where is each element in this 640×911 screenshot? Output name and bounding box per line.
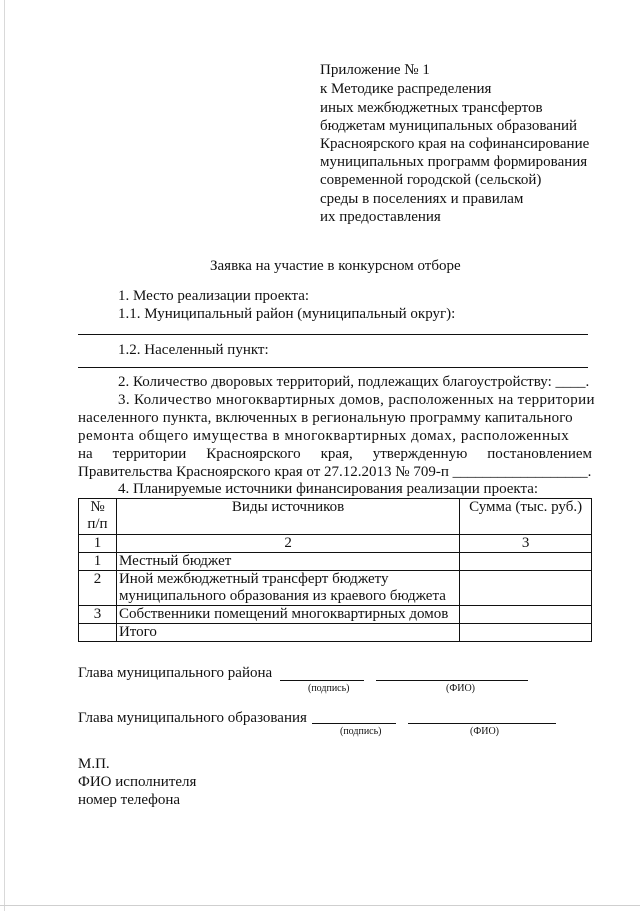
table-row bbox=[79, 571, 592, 606]
appendix-line: Красноярского края на софинансирование bbox=[320, 136, 590, 152]
formation-head-label: Глава муниципального образования bbox=[78, 710, 307, 726]
item-3-line: ремонта общего имущества в многоквартирных домах, расположенных bbox=[78, 428, 570, 444]
table-row bbox=[79, 606, 592, 624]
document-title: Заявка на участие в конкурсном отборе bbox=[210, 258, 461, 274]
item-1-2: 1.2. Населенный пункт: bbox=[118, 342, 269, 358]
row-source: Собственники помещений многоквартирных домов bbox=[116, 606, 459, 624]
index-cell: 2 bbox=[116, 535, 459, 553]
row-sum[interactable] bbox=[460, 624, 592, 642]
index-cell: 3 bbox=[460, 535, 592, 553]
table-index-row bbox=[79, 535, 592, 553]
item-2: 2. Количество дворовых территорий, подлежащих благоустройству: ____. bbox=[118, 374, 590, 390]
district-name-line[interactable] bbox=[376, 680, 528, 681]
item-3-line: населенного пункта, включенных в региональную программу капитального bbox=[78, 410, 573, 426]
scan-edge bbox=[4, 0, 5, 911]
item-1-1: 1.1. Муниципальный район (муниципальный округ): bbox=[118, 306, 456, 322]
word: постановлением bbox=[487, 446, 592, 462]
appendix-line: современной городской (сельской) bbox=[320, 172, 542, 188]
signature-caption: (подпись) bbox=[340, 726, 382, 737]
row-source: Местный бюджет bbox=[116, 553, 459, 571]
row-num: 2 bbox=[79, 571, 117, 606]
table-row bbox=[79, 553, 592, 571]
table-total-row bbox=[79, 624, 592, 642]
word: края, bbox=[320, 446, 353, 462]
row-source: Иной межбюджетный трансферт бюджету муниципального образования из краевого бюджета bbox=[116, 571, 459, 606]
row-sum[interactable] bbox=[460, 606, 592, 624]
district-signature-line[interactable] bbox=[280, 680, 364, 681]
item-3-line: 3. Количество многоквартирных домов, расположенных на территории bbox=[118, 392, 595, 408]
appendix-line: их предоставления bbox=[320, 209, 441, 225]
index-cell: 1 bbox=[79, 535, 117, 553]
table-header-row bbox=[79, 499, 592, 535]
header-sum: Сумма (тыс. руб.) bbox=[460, 499, 592, 535]
appendix-line: бюджетам муниципальных образований bbox=[320, 118, 578, 134]
header-source: Виды источников bbox=[116, 499, 459, 535]
settlement-fill-line bbox=[78, 367, 588, 368]
row-sum[interactable] bbox=[460, 571, 592, 606]
item-3-line: Правительства Красноярского края от 27.12.2013 № 709-п __________________. bbox=[78, 464, 592, 480]
formation-signature-line[interactable] bbox=[312, 723, 396, 724]
word: утвержденную bbox=[372, 446, 468, 462]
header-num: № п/п bbox=[79, 499, 117, 535]
appendix-line: Приложение № 1 bbox=[320, 62, 430, 78]
name-caption: (ФИО) bbox=[470, 726, 500, 737]
row-num: 3 bbox=[79, 606, 117, 624]
formation-name-line[interactable] bbox=[408, 723, 556, 724]
phone-label: номер телефона bbox=[78, 792, 181, 808]
appendix-line: иных межбюджетных трансфертов bbox=[320, 100, 543, 116]
word: территории bbox=[112, 446, 187, 462]
row-num: 1 bbox=[79, 553, 117, 571]
executor-label: ФИО исполнителя bbox=[78, 774, 197, 790]
row-source: Итого bbox=[116, 624, 459, 642]
item-1: 1. Место реализации проекта: bbox=[118, 288, 310, 304]
scan-bottom-edge bbox=[0, 905, 640, 906]
district-fill-line bbox=[78, 334, 588, 335]
signature-caption: (подпись) bbox=[308, 683, 350, 694]
appendix-line: муниципальных программ формирования bbox=[320, 154, 588, 170]
row-sum[interactable] bbox=[460, 553, 592, 571]
appendix-line: к Методике распределения bbox=[320, 81, 492, 97]
name-caption: (ФИО) bbox=[446, 683, 476, 694]
item-4: 4. Планируемые источники финансирования реализации проекта: bbox=[118, 481, 539, 497]
row-num bbox=[79, 624, 117, 642]
district-head-label: Глава муниципального района bbox=[78, 665, 273, 681]
appendix-line: среды в поселениях и правилам bbox=[320, 191, 524, 207]
item-3-line-justified bbox=[78, 445, 592, 463]
funding-sources-table bbox=[78, 498, 592, 642]
word: на bbox=[78, 446, 93, 462]
word: Красноярского bbox=[206, 446, 301, 462]
stamp-placeholder: М.П. bbox=[78, 756, 110, 772]
